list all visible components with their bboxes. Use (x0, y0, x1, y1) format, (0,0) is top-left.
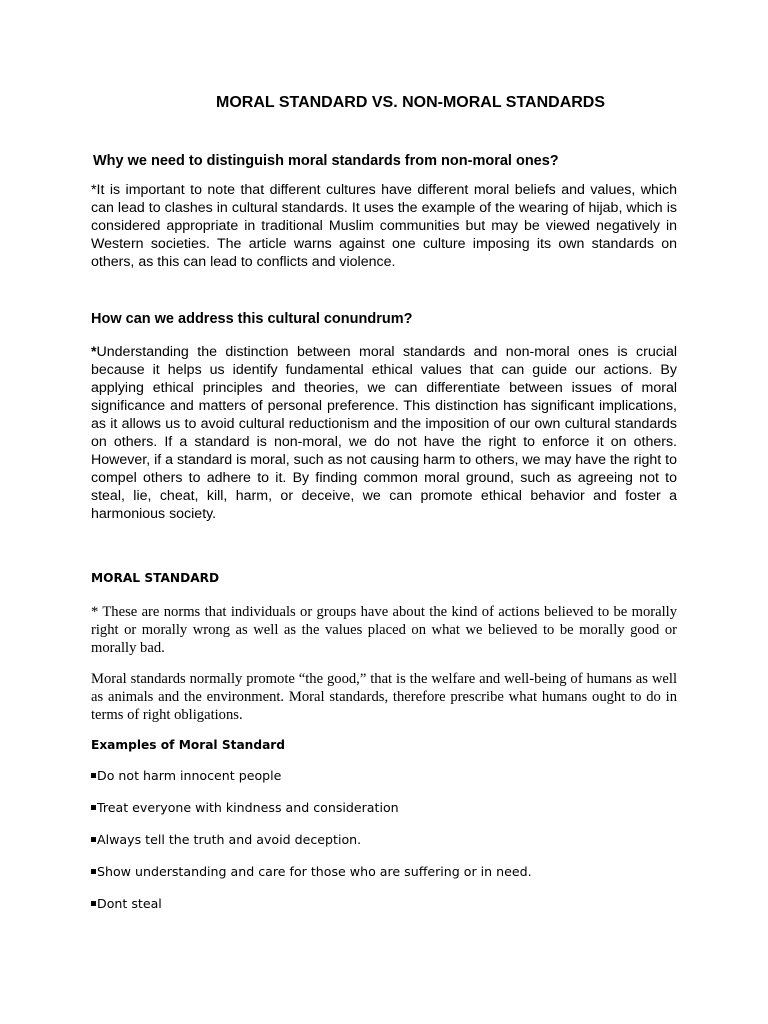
list-item (91, 864, 691, 896)
square-bullet-icon (91, 805, 96, 810)
square-bullet-icon (91, 869, 96, 874)
list-item (91, 800, 691, 832)
list-item (91, 832, 691, 864)
document-title: MORAL STANDARD VS. NON-MORAL STANDARDS (216, 94, 606, 111)
list-item (91, 896, 691, 928)
paragraph-norms-definition: * These are norms that individuals or groups have about the kind of actions believed to be morally right or morally wrong as well as the values placed on what we believed to be morally good or morally bad. (91, 604, 677, 656)
examples-heading: Examples of Moral Standard (91, 738, 286, 752)
list-item (91, 768, 691, 800)
square-bullet-icon (91, 901, 96, 906)
paragraph-moral-distinction-text: Understanding the distinction between moral standards and non-moral ones is crucial because it helps us identify fundamental ethical values that can guide our actions. By applying ethical principles and theories, we can differentiate between issues of moral significance and matters of personal preference. This distinction has significant implications, as it allows us to avoid cultural reductionism and the imposition of our own cultural standards on others. If a standard is non-moral, we do not have the right to enforce it on others. However, if a standard is moral, such as not causing harm to others, we may have the right to compel others to adhere to it. By finding common moral ground, such as agreeing not to steal, lie, cheat, kill, harm, or deceive, we can promote ethical behavior and foster a harmonious society. (91, 344, 677, 522)
examples-list (91, 768, 691, 928)
square-bullet-icon (91, 837, 96, 842)
list-item-text: Dont steal (97, 896, 162, 911)
square-bullet-icon (91, 773, 96, 778)
section-heading-why-distinguish: Why we need to distinguish moral standards from non-moral ones? (93, 153, 559, 169)
paragraph-cultural-differences: *It is important to note that different cultures have different moral beliefs and values, which can lead to clashes in cultural standards. It uses the example of the wearing of hijab, which is considered appropriate in traditional Muslim communities but may be viewed negatively in Western societies. The article warns against one culture imposing its own standards on others, as this can lead to conflicts and violence. (91, 182, 677, 270)
list-item-text: Do not harm innocent people (97, 768, 282, 783)
section-heading-cultural-conundrum: How can we address this cultural conundrum? (91, 311, 413, 327)
list-item-text: Always tell the truth and avoid deception. (97, 832, 362, 847)
paragraph-moral-distinction (91, 343, 677, 523)
section-heading-moral-standard: MORAL STANDARD (91, 571, 220, 585)
paragraph-marker: * (91, 344, 97, 360)
list-item-text: Show understanding and care for those who are suffering or in need. (97, 864, 532, 879)
paragraph-promote-good: Moral standards normally promote “the good,” that is the welfare and well-being of humans as well as animals and the environment. Moral standards, therefore prescribe what humans ought to do in terms of right obligations. (91, 671, 677, 723)
list-item-text: Treat everyone with kindness and consideration (97, 800, 399, 815)
